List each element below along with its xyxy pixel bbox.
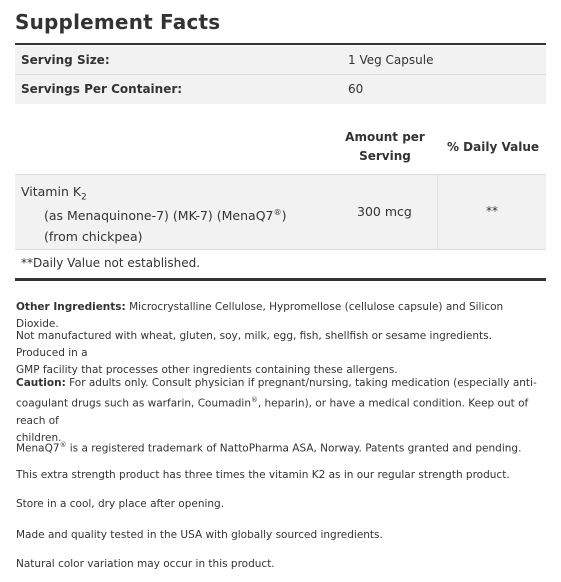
servings-per-container-row	[15, 75, 546, 104]
other-ingredients: Other Ingredients: Microcrystalline Cellulose, Hypromellose (cellulose capsule) and Silicon Dioxide.	[16, 301, 504, 330]
servings-per-container-value: 60	[348, 82, 364, 96]
caution-statement: Caution: For adults only. Consult physician if pregnant/nursing, taking medication (especially anti- coagulant drugs such as warfarin, Coumadin®, heparin), or have a medical condition. Keep out of reach of children.	[16, 377, 537, 444]
amount-header-line1: Amount per	[345, 130, 425, 144]
origin-statement: Made and quality tested in the USA with globally sourced ingredients.	[16, 529, 383, 541]
nutrient-detail: (as Menaquinone-7) (MK-7) (MenaQ7®) (from chickpea)	[44, 207, 287, 245]
nutrient-daily-value: **	[486, 204, 498, 218]
amount-per-serving-header	[330, 128, 440, 166]
footnote: **Daily Value not established.	[21, 256, 201, 270]
nutrient-amount: 300 mcg	[357, 204, 412, 219]
serving-size-value: 1 Veg Capsule	[348, 53, 434, 67]
storage-statement: Store in a cool, dry place after opening.	[16, 498, 225, 510]
amount-header-line2: Serving	[359, 149, 411, 163]
page-title: Supplement Facts	[15, 10, 221, 34]
servings-per-container-label: Servings Per Container:	[21, 82, 183, 96]
row-divider	[15, 249, 546, 250]
color-variation-statement: Natural color variation may occur in this product.	[16, 558, 275, 570]
strength-statement: This extra strength product has three times the vitamin K2 as in our regular strength product.	[16, 469, 510, 481]
trademark-statement: MenaQ7® is a registered trademark of NattoPharma ASA, Norway. Patents granted and pending.	[16, 441, 522, 455]
daily-value-header: % Daily Value	[446, 140, 539, 154]
allergen-statement: Not manufactured with wheat, gluten, soy, milk, egg, fish, shellfish or sesame ingredients. Produced in a GMP facility that processes other ingredients containing these allergens.	[16, 330, 492, 376]
nutrient-name: Vitamin $K_2$	[21, 184, 87, 203]
serving-size-label: Serving Size:	[21, 53, 110, 67]
top-divider	[15, 43, 546, 45]
serving-size-row	[15, 46, 546, 74]
bottom-divider	[15, 278, 546, 281]
column-separator	[437, 175, 438, 249]
